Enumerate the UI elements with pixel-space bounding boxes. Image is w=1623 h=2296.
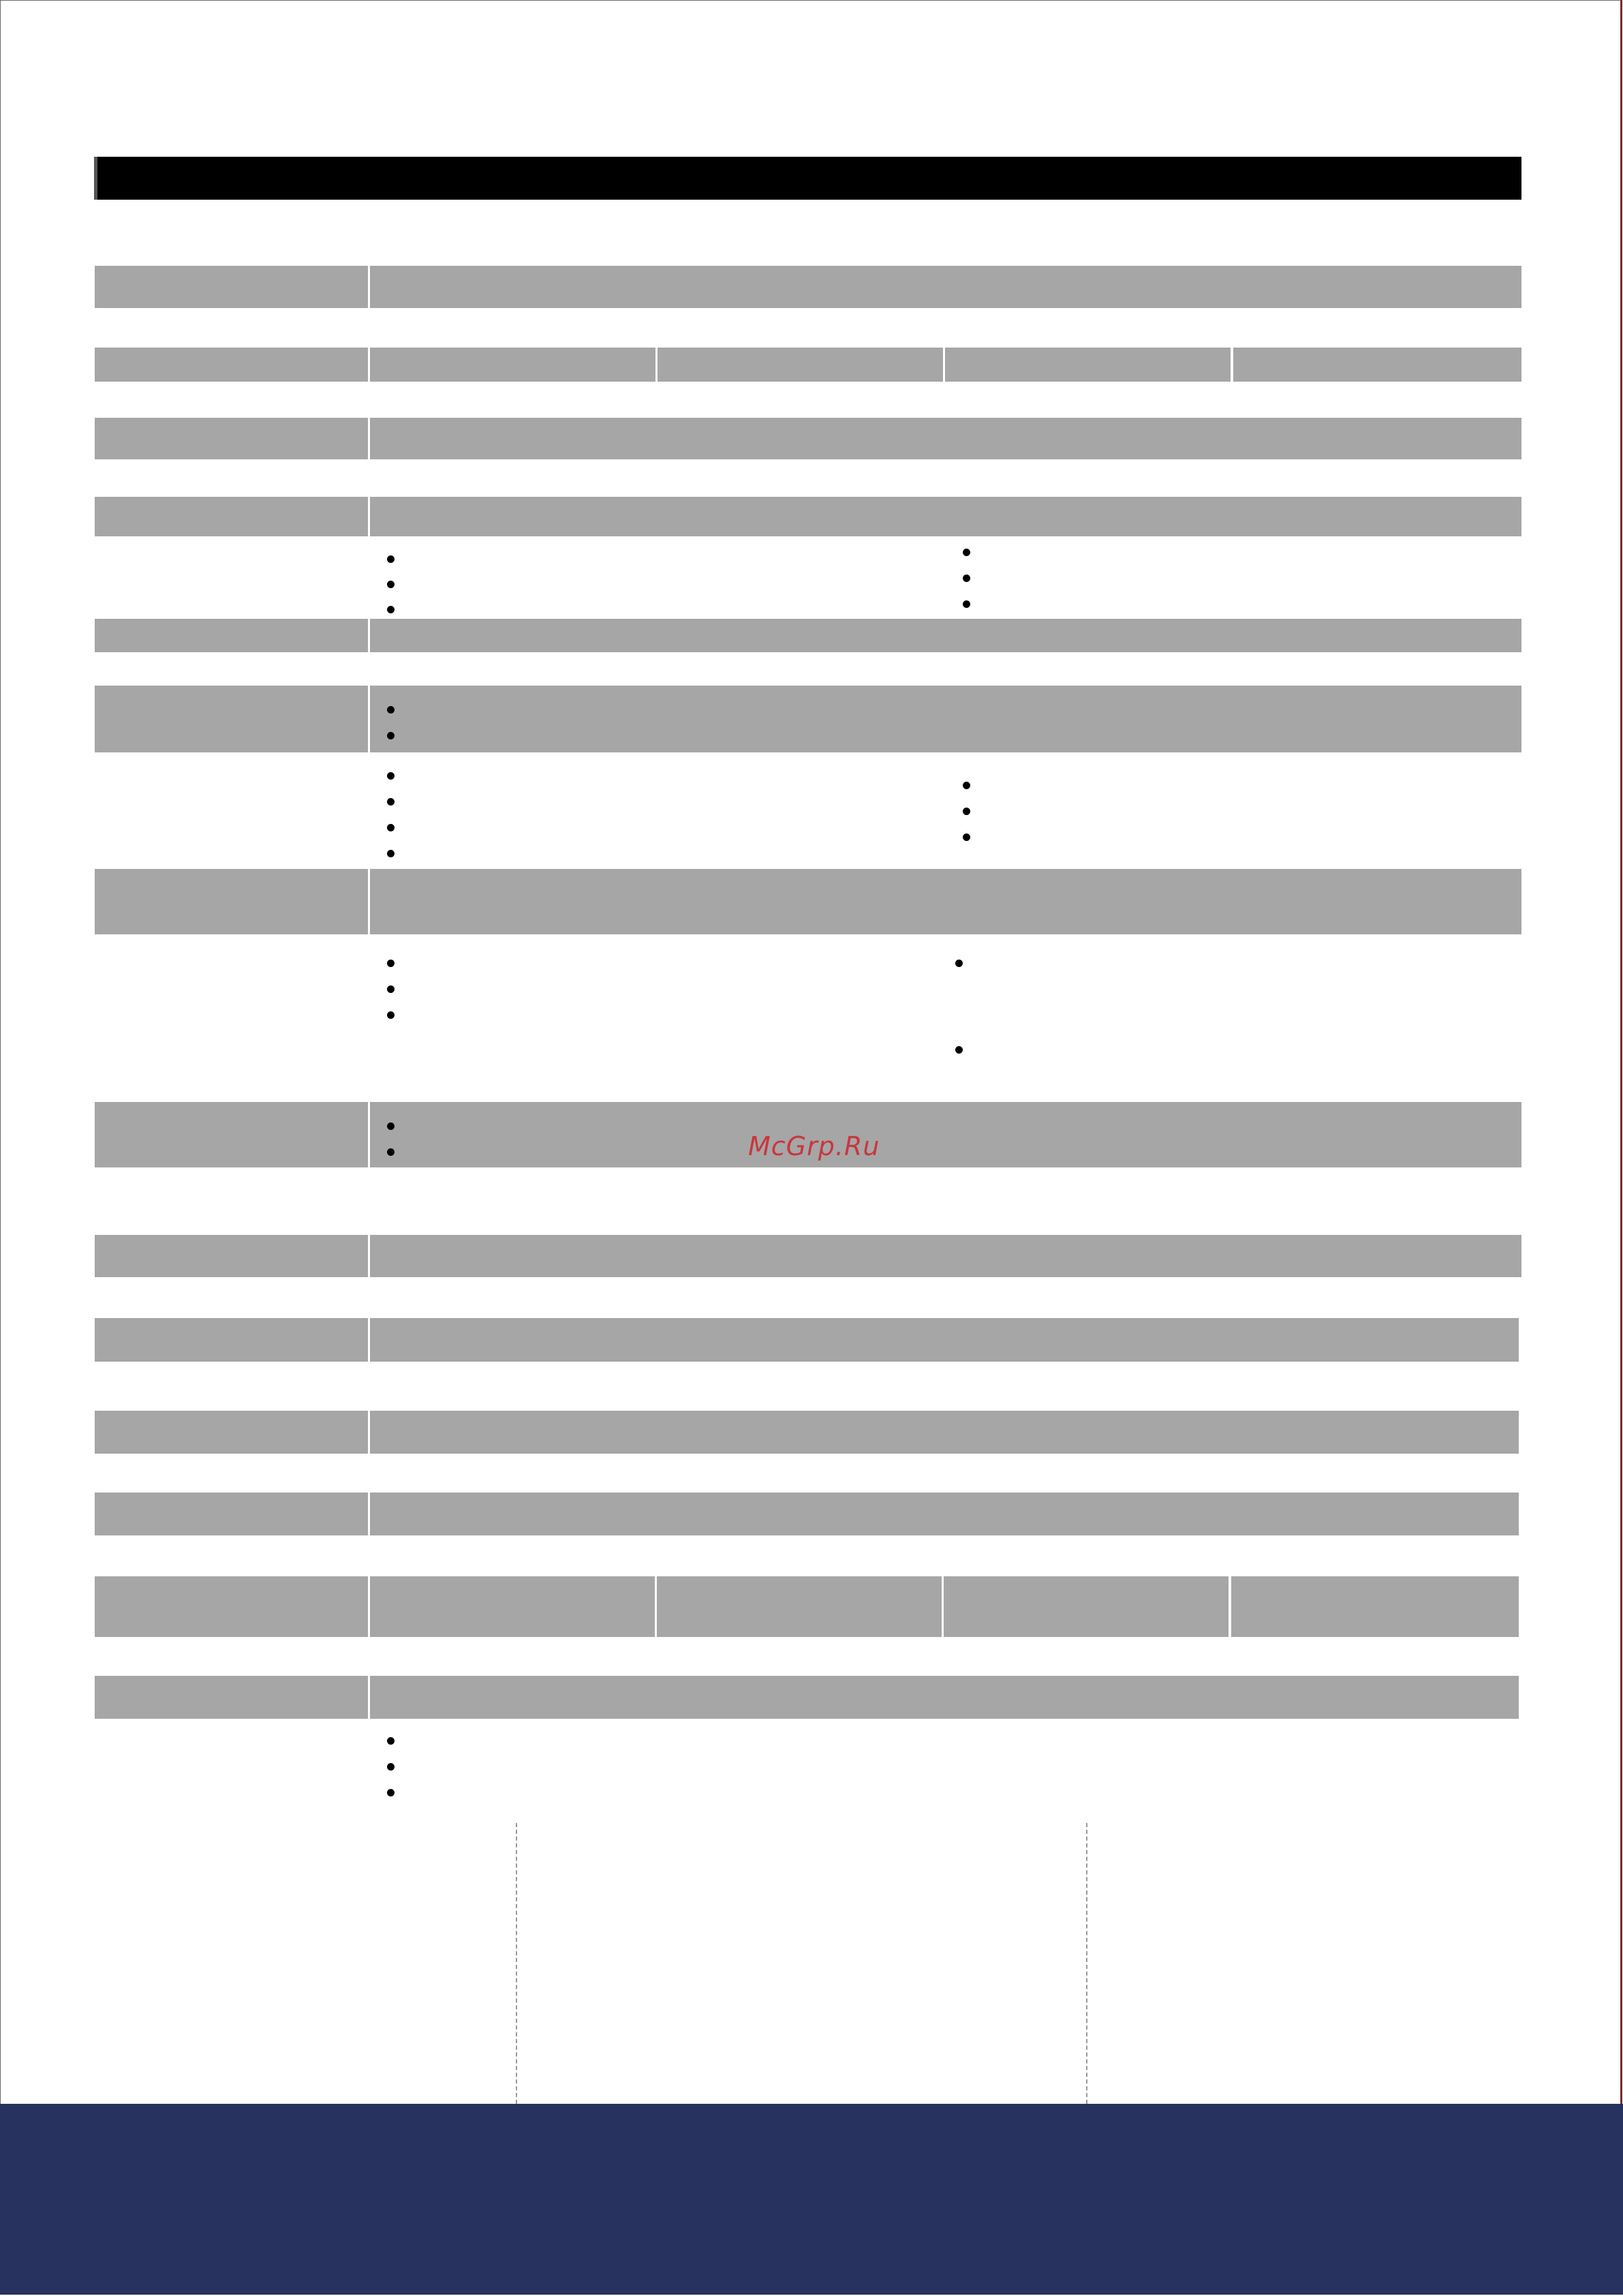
list-bullet <box>387 555 395 563</box>
spec-label-cell <box>95 418 368 459</box>
footer-band <box>0 2104 1623 2295</box>
fold-guide-line <box>516 1823 517 2104</box>
list-bullet <box>387 1737 395 1745</box>
list-bullet <box>387 824 395 831</box>
spec-value-cell <box>370 418 1521 459</box>
spec-label-cell <box>95 1411 368 1454</box>
spec-value-cell <box>370 686 1521 752</box>
list-bullet <box>387 1148 395 1156</box>
list-bullet <box>387 606 395 613</box>
spec-value-cell <box>370 497 1521 536</box>
spec-value-cell <box>370 1318 1519 1362</box>
list-bullet <box>387 1763 395 1771</box>
spec-label-cell <box>95 1493 368 1535</box>
list-bullet <box>387 732 395 739</box>
spec-value-cell <box>1231 1576 1519 1637</box>
spec-row <box>95 1576 1519 1637</box>
spec-value-cell <box>370 869 1521 934</box>
spec-label-cell <box>95 497 368 536</box>
spec-label-cell <box>95 266 368 308</box>
list-bullet <box>963 600 970 608</box>
list-bullet <box>963 833 970 841</box>
spec-value-cell <box>370 1102 1521 1167</box>
spec-label-cell <box>95 1102 368 1167</box>
list-bullet <box>955 1046 963 1054</box>
spec-row <box>95 418 1521 459</box>
spec-label-cell <box>95 686 368 752</box>
spec-row <box>95 619 1521 652</box>
list-bullet <box>387 772 395 780</box>
page-edge <box>1620 0 1622 2106</box>
spec-row <box>95 348 1521 382</box>
spec-label-cell <box>95 348 368 382</box>
spec-value-cell <box>370 1676 1519 1719</box>
spec-row <box>95 1676 1519 1719</box>
spec-value-cell <box>945 348 1231 382</box>
list-bullet <box>963 808 970 815</box>
spec-value-cell <box>370 619 1521 652</box>
spec-row <box>95 1493 1519 1535</box>
list-bullet <box>387 798 395 806</box>
list-bullet <box>387 581 395 588</box>
list-bullet <box>963 549 970 556</box>
spec-value-cell <box>944 1576 1228 1637</box>
spec-label-cell <box>95 1235 368 1277</box>
spec-value-cell <box>370 348 655 382</box>
spec-value-cell <box>370 1235 1521 1277</box>
spec-label-cell <box>95 619 368 652</box>
list-bullet <box>387 1011 395 1019</box>
spec-row <box>95 686 1521 752</box>
spec-value-cell <box>657 1576 942 1637</box>
spec-row <box>95 1235 1521 1277</box>
spec-row <box>95 869 1521 934</box>
list-bullet <box>387 985 395 993</box>
list-bullet <box>963 782 970 789</box>
spec-row <box>95 1318 1519 1362</box>
spec-value-cell <box>370 266 1521 308</box>
list-bullet <box>955 960 963 967</box>
list-bullet <box>387 706 395 714</box>
spec-value-cell <box>658 348 943 382</box>
spec-value-cell <box>370 1576 655 1637</box>
spec-row <box>95 1411 1519 1454</box>
spec-value-cell <box>370 1411 1519 1454</box>
watermark: McGrp.Ru <box>748 1131 880 1161</box>
list-bullet <box>387 960 395 967</box>
spec-value-cell <box>1233 348 1521 382</box>
spec-row <box>95 497 1521 536</box>
title-bar <box>94 157 1521 200</box>
spec-value-cell <box>370 1493 1519 1535</box>
spec-label-cell <box>95 869 368 934</box>
list-bullet <box>387 850 395 857</box>
spec-label-cell <box>95 1676 368 1719</box>
fold-guide-line <box>1086 1823 1087 2104</box>
list-bullet <box>387 1122 395 1130</box>
spec-label-cell <box>95 1318 368 1362</box>
spec-label-cell <box>95 1576 368 1637</box>
list-bullet <box>963 575 970 582</box>
spec-row <box>95 266 1521 308</box>
list-bullet <box>387 1789 395 1796</box>
